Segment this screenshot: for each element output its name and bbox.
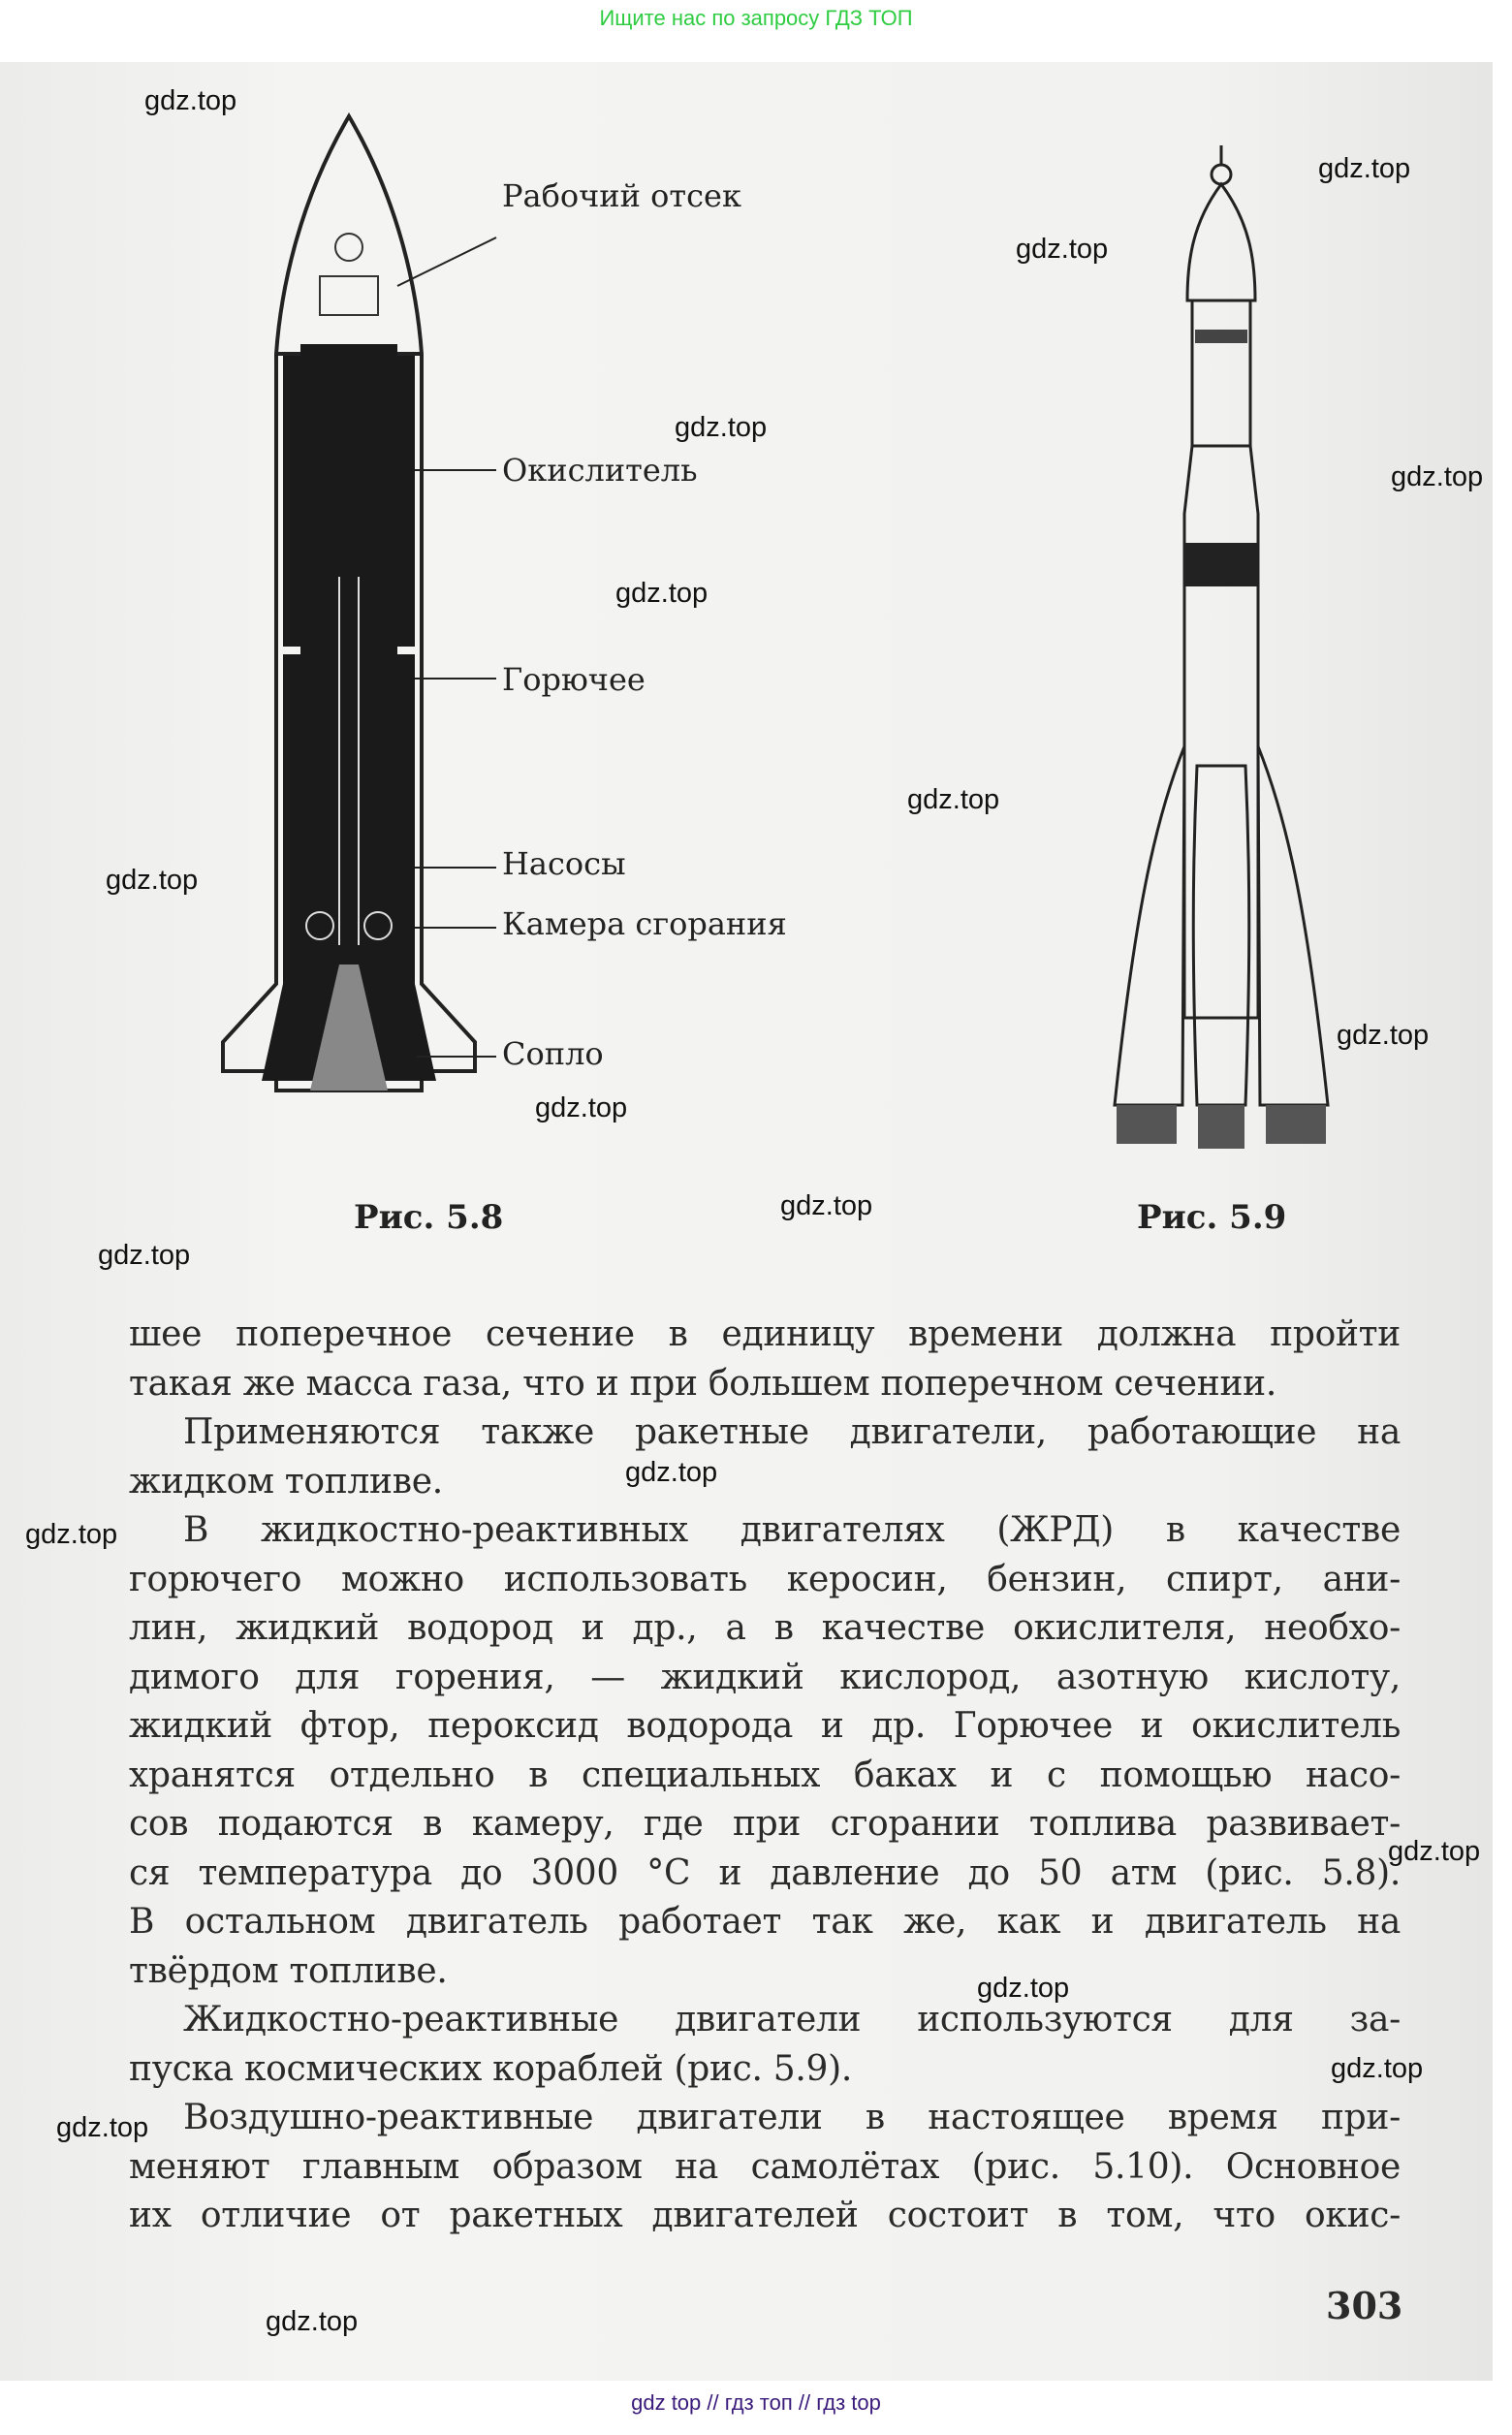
text-line: Воздушно-реактивные двигатели в настоящее время при- [183,2098,1401,2137]
body-text [129,1311,1401,2241]
watermark: gdz.top [907,784,1000,815]
text-line: жидкий фтор, пероксид водорода и др. Горючее и окислитель [129,1706,1401,1746]
label-working-compartment: Рабочий отсек [502,177,741,214]
label-nozzle: Сопло [502,1035,604,1072]
label-pumps: Насосы [502,845,626,882]
rocket-cross-section-figure [194,111,504,1187]
watermark: gdz.top [144,85,237,116]
text-line: твёрдом топливе. [129,1950,448,1991]
watermark: gdz.top [1016,234,1109,265]
text-line: В остальном двигатель работает так же, как и двигатель на [129,1902,1401,1942]
watermark: gdz.top [1337,1020,1430,1051]
label-combustion-chamber: Камера сгорания [502,905,787,942]
figure-5-9-caption: Рис. 5.9 [1137,1198,1287,1237]
watermark: gdz.top [675,412,768,443]
label-fuel: Горючее [502,661,646,698]
label-oxidizer: Окислитель [502,452,698,489]
text-line: шее поперечное сечение в единицу времени должна пройти [129,1314,1401,1354]
text-line: пуска космических кораблей (рис. 5.9). [129,2048,853,2089]
watermark: gdz.top [1391,461,1484,492]
text-line: ся температура до 3000 °C и давление до 50 атм (рис. 5.8). [129,1852,1401,1893]
text-line: горючего можно использовать керосин, бензин, спирт, ани- [129,1559,1401,1599]
text-line: лин, жидкий водород и др., а в качестве окислителя, необхо- [129,1608,1401,1648]
watermark: gdz.top [1388,1836,1481,1867]
watermark: gdz.top [625,1457,718,1488]
launch-vehicle-figure [1095,145,1347,1173]
text-line: Жидкостно-реактивные двигатели используются для за- [183,2000,1401,2040]
watermark: gdz.top [535,1092,628,1123]
watermark: gdz.top [56,2112,149,2143]
text-line: меняют главным образом на самолётах (рис. 5.10). Основное [129,2146,1401,2187]
figure-5-8-caption: Рис. 5.8 [354,1198,504,1237]
search-banner[interactable]: Ищите нас по запросу ГДЗ ТОП [599,6,913,30]
text-line: димого для горения, — жидкий кислород, азотную кислоту, [129,1657,1401,1697]
text-line: их отличие от ракетных двигателей состоит в том, что окис- [129,2196,1401,2235]
page-number: 303 [1326,2284,1403,2327]
watermark: gdz.top [1331,2053,1424,2084]
footer-links[interactable]: gdz top // гдз топ // гдз top [631,2390,881,2415]
watermark: gdz.top [977,1973,1070,2004]
watermark: gdz.top [266,2306,359,2337]
watermark: gdz.top [615,578,709,609]
text-line: такая же масса газа, что и при большем поперечном сечении. [129,1363,1276,1404]
text-line: сов подаются в камеру, где при сгорании топлива развивает- [129,1804,1401,1844]
watermark: gdz.top [780,1190,873,1221]
text-line: Применяются также ракетные двигатели, работающие на [183,1412,1401,1452]
text-line: В жидкостно-реактивных двигателях (ЖРД) в качестве [183,1510,1401,1550]
watermark: gdz.top [106,865,199,896]
watermark: gdz.top [98,1240,191,1271]
text-line: жидком топливе. [129,1461,443,1502]
text-line: хранятся отдельно в специальных баках и с помощью насо- [129,1755,1401,1795]
watermark: gdz.top [25,1519,118,1550]
watermark: gdz.top [1318,153,1411,184]
